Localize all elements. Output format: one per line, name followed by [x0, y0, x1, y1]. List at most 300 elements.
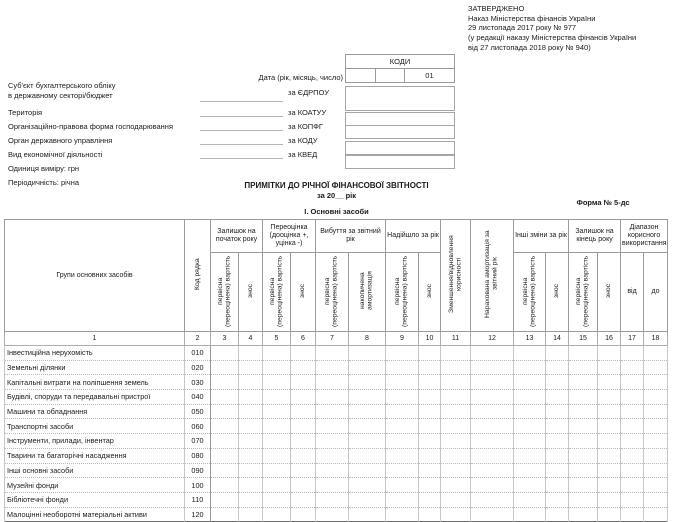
empty-data-cell[interactable]	[316, 360, 349, 375]
activity-field-blank[interactable]	[200, 149, 283, 159]
row-code: 030	[185, 375, 211, 390]
subheader-cost-text: первісна (переоцінена) вартість	[575, 254, 591, 327]
header-revaluation: Переоцінка (дооцінка +, уцінка -)	[263, 220, 316, 253]
empty-data-cell[interactable]	[239, 390, 263, 405]
empty-data-cell[interactable]	[514, 375, 546, 390]
codes-box	[345, 54, 455, 83]
empty-data-cell[interactable]	[349, 390, 386, 405]
empty-data-cell[interactable]	[546, 390, 569, 405]
header-disposal: Вибуття за звітний рік	[316, 220, 386, 253]
empty-data-cell[interactable]	[441, 434, 471, 449]
col-num: 18	[644, 332, 668, 346]
header-depreciation	[471, 220, 514, 332]
empty-data-cell[interactable]	[211, 360, 239, 375]
code-box-kodu[interactable]	[345, 141, 455, 155]
empty-data-cell[interactable]	[441, 404, 471, 419]
table-row	[5, 507, 668, 522]
row-code: 050	[185, 404, 211, 419]
col-num: 1	[5, 332, 185, 346]
row-label: Інші основні засоби	[5, 463, 185, 478]
empty-data-cell[interactable]	[598, 404, 621, 419]
code-box-edrpou[interactable]	[345, 86, 455, 111]
empty-data-cell[interactable]	[598, 360, 621, 375]
empty-data-cell[interactable]	[598, 390, 621, 405]
col-num: 13	[514, 332, 546, 346]
empty-data-cell[interactable]	[644, 404, 668, 419]
row-label: Бібліотечні фонди	[5, 492, 185, 507]
date-cell-year[interactable]	[346, 69, 376, 82]
col-num: 4	[239, 332, 263, 346]
empty-data-cell[interactable]	[621, 360, 644, 375]
subheader-wear-text: знос	[246, 283, 254, 298]
empty-data-cell[interactable]	[211, 346, 239, 361]
empty-data-cell[interactable]	[316, 375, 349, 390]
subheader-from: від	[621, 253, 644, 332]
col-num: 9	[386, 332, 419, 346]
empty-data-cell[interactable]	[386, 448, 419, 463]
empty-data-cell[interactable]	[291, 375, 316, 390]
empty-data-cell[interactable]	[514, 507, 546, 522]
empty-data-cell[interactable]	[569, 390, 598, 405]
empty-data-cell[interactable]	[621, 404, 644, 419]
empty-data-cell[interactable]	[546, 346, 569, 361]
empty-data-cell[interactable]	[263, 448, 291, 463]
empty-data-cell[interactable]	[514, 463, 546, 478]
code-name-edrpou: за ЄДРПОУ	[288, 88, 329, 97]
code-name-kopfg: за КОПФГ	[288, 122, 323, 131]
empty-data-cell[interactable]	[316, 463, 349, 478]
row-code: 110	[185, 492, 211, 507]
empty-data-cell[interactable]	[471, 375, 514, 390]
empty-data-cell[interactable]	[598, 463, 621, 478]
empty-data-cell[interactable]	[569, 492, 598, 507]
empty-data-cell[interactable]	[546, 375, 569, 390]
row-code: 070	[185, 434, 211, 449]
empty-data-cell[interactable]	[644, 448, 668, 463]
table-row	[5, 346, 668, 361]
empty-data-cell[interactable]	[386, 478, 419, 493]
col-num: 2	[185, 332, 211, 346]
empty-data-cell[interactable]	[598, 346, 621, 361]
subject-label-line1: Суб'єкт бухгалтерського обліку	[8, 81, 116, 90]
col-num: 7	[316, 332, 349, 346]
empty-data-cell[interactable]	[598, 375, 621, 390]
empty-data-cell[interactable]	[621, 463, 644, 478]
subheader-accum-depr-text: накопичена амортизація	[359, 271, 374, 310]
empty-data-cell[interactable]	[546, 492, 569, 507]
approved-line: ЗАТВЕРДЖЕНО	[468, 4, 525, 13]
empty-data-cell[interactable]	[441, 478, 471, 493]
date-cells-row	[345, 69, 455, 83]
empty-data-cell[interactable]	[621, 434, 644, 449]
subheader-cost-text: первісна (переоцінена) вартість	[324, 254, 339, 327]
empty-data-cell[interactable]	[263, 434, 291, 449]
empty-data-cell[interactable]	[263, 404, 291, 419]
subheader-wear	[291, 253, 316, 332]
empty-data-cell[interactable]	[569, 375, 598, 390]
empty-data-cell[interactable]	[514, 390, 546, 405]
row-label: Капітальні витрати на поліпшення земель	[5, 375, 185, 390]
empty-data-cell[interactable]	[239, 507, 263, 522]
empty-data-cell[interactable]	[644, 419, 668, 434]
empty-data-cell[interactable]	[514, 419, 546, 434]
empty-data-cell[interactable]	[291, 507, 316, 522]
subheader-cost-text: первісна (переоцінена) вартість	[394, 254, 409, 327]
empty-data-cell[interactable]	[644, 434, 668, 449]
table-row	[5, 478, 668, 493]
empty-data-cell[interactable]	[644, 346, 668, 361]
empty-data-cell[interactable]	[386, 419, 419, 434]
empty-data-cell[interactable]	[316, 346, 349, 361]
empty-data-cell[interactable]	[239, 404, 263, 419]
empty-data-cell[interactable]	[471, 448, 514, 463]
empty-data-cell[interactable]	[211, 404, 239, 419]
approved-line: Наказ Міністерства фінансів України	[468, 13, 596, 23]
empty-data-cell[interactable]	[316, 448, 349, 463]
empty-data-cell[interactable]	[349, 360, 386, 375]
subheader-cost	[569, 253, 598, 332]
col-num: 5	[263, 332, 291, 346]
empty-data-cell[interactable]	[419, 463, 441, 478]
empty-data-cell[interactable]	[349, 448, 386, 463]
date-cell-month[interactable]	[376, 69, 404, 82]
subheader-wear	[239, 253, 263, 332]
empty-data-cell[interactable]	[546, 463, 569, 478]
subheader-wear-text: знос	[553, 283, 561, 298]
kody-label: КОДИ	[345, 54, 455, 69]
empty-data-cell[interactable]	[546, 448, 569, 463]
row-code: 020	[185, 360, 211, 375]
approved-line: від 27 листопада 2018 року № 940)	[468, 42, 591, 52]
empty-data-cell[interactable]	[644, 375, 668, 390]
subject-field-blank[interactable]	[200, 92, 283, 102]
empty-data-cell[interactable]	[316, 478, 349, 493]
page-subtitle: за 20__ рік	[316, 191, 357, 200]
empty-data-cell[interactable]	[386, 390, 419, 405]
empty-data-cell[interactable]	[291, 390, 316, 405]
empty-data-cell[interactable]	[349, 375, 386, 390]
empty-data-cell[interactable]	[514, 478, 546, 493]
col-num: 11	[441, 332, 471, 346]
header-row-code	[185, 220, 211, 332]
empty-data-cell[interactable]	[211, 492, 239, 507]
table-row	[5, 390, 668, 405]
code-box-kopfg[interactable]	[345, 125, 455, 139]
approved-block	[468, 4, 636, 53]
subheader-accum-depr	[349, 253, 386, 332]
empty-data-cell[interactable]	[211, 390, 239, 405]
empty-data-cell[interactable]	[546, 507, 569, 522]
empty-data-cell[interactable]	[291, 346, 316, 361]
subheader-wear-text: знос	[299, 283, 307, 298]
row-code: 040	[185, 390, 211, 405]
empty-data-cell[interactable]	[211, 463, 239, 478]
empty-data-cell[interactable]	[291, 463, 316, 478]
row-code: 060	[185, 419, 211, 434]
code-box-kved[interactable]	[345, 155, 455, 169]
empty-data-cell[interactable]	[569, 463, 598, 478]
empty-data-cell[interactable]	[598, 478, 621, 493]
empty-data-cell[interactable]	[569, 404, 598, 419]
empty-data-cell[interactable]	[239, 360, 263, 375]
empty-data-cell[interactable]	[419, 507, 441, 522]
empty-data-cell[interactable]	[644, 492, 668, 507]
empty-data-cell[interactable]	[239, 463, 263, 478]
empty-data-cell[interactable]	[598, 419, 621, 434]
empty-data-cell[interactable]	[291, 478, 316, 493]
empty-data-cell[interactable]	[419, 390, 441, 405]
empty-data-cell[interactable]	[441, 492, 471, 507]
empty-data-cell[interactable]	[471, 419, 514, 434]
empty-data-cell[interactable]	[598, 507, 621, 522]
header-groups: Групи основних засобів	[5, 220, 185, 332]
empty-data-cell[interactable]	[316, 507, 349, 522]
empty-data-cell[interactable]	[471, 360, 514, 375]
table-row	[5, 419, 668, 434]
empty-data-cell[interactable]	[239, 375, 263, 390]
empty-data-cell[interactable]	[349, 507, 386, 522]
approved-line: (у редакції наказу Міністерства фінансів України	[468, 33, 637, 43]
subheader-cost-text: первісна (переоцінена) вартість	[216, 254, 232, 327]
empty-data-cell[interactable]	[316, 492, 349, 507]
empty-data-cell[interactable]	[419, 346, 441, 361]
empty-data-cell[interactable]	[514, 404, 546, 419]
empty-data-cell[interactable]	[291, 434, 316, 449]
col-num: 3	[211, 332, 239, 346]
empty-data-cell[interactable]	[471, 492, 514, 507]
row-label: Тварини та багаторічні насадження	[5, 448, 185, 463]
empty-data-cell[interactable]	[546, 478, 569, 493]
empty-data-cell[interactable]	[239, 419, 263, 434]
empty-data-cell[interactable]	[263, 419, 291, 434]
empty-data-cell[interactable]	[211, 419, 239, 434]
empty-data-cell[interactable]	[263, 492, 291, 507]
code-box-koatuu[interactable]	[345, 112, 455, 126]
period-label: Періодичність: річна	[8, 178, 80, 187]
row-code: 010	[185, 346, 211, 361]
empty-data-cell[interactable]	[441, 507, 471, 522]
empty-data-cell[interactable]	[349, 463, 386, 478]
empty-data-cell[interactable]	[471, 478, 514, 493]
empty-data-cell[interactable]	[598, 492, 621, 507]
empty-data-cell[interactable]	[386, 507, 419, 522]
empty-data-cell[interactable]	[386, 375, 419, 390]
empty-data-cell[interactable]	[441, 463, 471, 478]
empty-data-cell[interactable]	[386, 404, 419, 419]
empty-data-cell[interactable]	[471, 346, 514, 361]
row-label: Музейні фонди	[5, 478, 185, 493]
empty-data-cell[interactable]	[263, 478, 291, 493]
empty-data-cell[interactable]	[441, 346, 471, 361]
territory-field-blank[interactable]	[200, 107, 283, 117]
empty-data-cell[interactable]	[349, 404, 386, 419]
empty-data-cell[interactable]	[441, 375, 471, 390]
empty-data-cell[interactable]	[291, 492, 316, 507]
col-num: 8	[349, 332, 386, 346]
empty-data-cell[interactable]	[349, 434, 386, 449]
empty-data-cell[interactable]	[471, 434, 514, 449]
row-label: Інструменти, прилади, інвентар	[5, 434, 185, 449]
empty-data-cell[interactable]	[239, 434, 263, 449]
empty-data-cell[interactable]	[386, 434, 419, 449]
col-num: 6	[291, 332, 316, 346]
table-row	[5, 463, 668, 478]
empty-data-cell[interactable]	[621, 448, 644, 463]
empty-data-cell[interactable]	[349, 346, 386, 361]
empty-data-cell[interactable]	[349, 478, 386, 493]
empty-data-cell[interactable]	[316, 419, 349, 434]
empty-data-cell[interactable]	[349, 419, 386, 434]
empty-data-cell[interactable]	[419, 448, 441, 463]
empty-data-cell[interactable]	[569, 360, 598, 375]
empty-data-cell[interactable]	[546, 434, 569, 449]
legal-form-field-blank[interactable]	[200, 121, 283, 131]
table-row	[5, 434, 668, 449]
empty-data-cell[interactable]	[471, 390, 514, 405]
empty-data-cell[interactable]	[621, 419, 644, 434]
row-label: Інвестиційна нерухомість	[5, 346, 185, 361]
empty-data-cell[interactable]	[546, 404, 569, 419]
empty-data-cell[interactable]	[239, 346, 263, 361]
subheader-wear	[419, 253, 441, 332]
empty-data-cell[interactable]	[386, 346, 419, 361]
empty-data-cell[interactable]	[569, 478, 598, 493]
header-impairment	[441, 220, 471, 332]
empty-data-cell[interactable]	[211, 434, 239, 449]
empty-data-cell[interactable]	[546, 419, 569, 434]
empty-data-cell[interactable]	[263, 507, 291, 522]
code-name-kodu: за КОДУ	[288, 136, 318, 145]
empty-data-cell[interactable]	[211, 507, 239, 522]
empty-data-cell[interactable]	[211, 375, 239, 390]
row-label: Машини та обладнання	[5, 404, 185, 419]
empty-data-cell[interactable]	[419, 434, 441, 449]
empty-data-cell[interactable]	[211, 448, 239, 463]
empty-data-cell[interactable]	[644, 360, 668, 375]
empty-data-cell[interactable]	[514, 448, 546, 463]
empty-data-cell[interactable]	[316, 404, 349, 419]
empty-data-cell[interactable]	[263, 360, 291, 375]
empty-data-cell[interactable]	[569, 507, 598, 522]
empty-data-cell[interactable]	[514, 360, 546, 375]
empty-data-cell[interactable]	[239, 448, 263, 463]
empty-data-cell[interactable]	[419, 375, 441, 390]
row-label: Малоцінні необоротні матеріальні активи	[5, 507, 185, 522]
empty-data-cell[interactable]	[471, 507, 514, 522]
row-label: Будівлі, споруди та передавальні пристрої	[5, 390, 185, 405]
subheader-cost	[211, 253, 239, 332]
col-num: 16	[598, 332, 621, 346]
header-other-changes: Інші зміни за рік	[514, 220, 569, 253]
empty-data-cell[interactable]	[316, 434, 349, 449]
empty-data-cell[interactable]	[349, 492, 386, 507]
empty-data-cell[interactable]	[644, 463, 668, 478]
empty-data-cell[interactable]	[263, 463, 291, 478]
empty-data-cell[interactable]	[419, 360, 441, 375]
empty-data-cell[interactable]	[419, 492, 441, 507]
empty-data-cell[interactable]	[569, 434, 598, 449]
empty-data-cell[interactable]	[239, 492, 263, 507]
empty-data-cell[interactable]	[621, 375, 644, 390]
empty-data-cell[interactable]	[514, 434, 546, 449]
empty-data-cell[interactable]	[441, 390, 471, 405]
empty-data-cell[interactable]	[316, 390, 349, 405]
territory-label: Територія	[8, 108, 43, 117]
activity-label: Вид економічної діяльності	[8, 150, 103, 159]
empty-data-cell[interactable]	[514, 492, 546, 507]
empty-data-cell[interactable]	[441, 360, 471, 375]
empty-data-cell[interactable]	[291, 419, 316, 434]
unit-label: Одиниця виміру: грн	[8, 164, 80, 173]
empty-data-cell[interactable]	[569, 448, 598, 463]
empty-data-cell[interactable]	[621, 507, 644, 522]
empty-data-cell[interactable]	[598, 448, 621, 463]
empty-data-cell[interactable]	[263, 375, 291, 390]
empty-data-cell[interactable]	[386, 360, 419, 375]
subheader-wear	[546, 253, 569, 332]
empty-data-cell[interactable]	[621, 492, 644, 507]
empty-data-cell[interactable]	[263, 346, 291, 361]
empty-data-cell[interactable]	[514, 346, 546, 361]
empty-data-cell[interactable]	[644, 478, 668, 493]
empty-data-cell[interactable]	[263, 390, 291, 405]
empty-data-cell[interactable]	[441, 419, 471, 434]
code-name-kved: за КВЕД	[288, 150, 318, 159]
empty-data-cell[interactable]	[621, 390, 644, 405]
empty-data-cell[interactable]	[291, 404, 316, 419]
row-label: Транспортні засоби	[5, 419, 185, 434]
empty-data-cell[interactable]	[546, 360, 569, 375]
empty-data-cell[interactable]	[471, 404, 514, 419]
subheader-cost	[316, 253, 349, 332]
row-code: 080	[185, 448, 211, 463]
table-row	[5, 375, 668, 390]
empty-data-cell[interactable]	[644, 507, 668, 522]
empty-data-cell[interactable]	[441, 448, 471, 463]
table-row	[5, 448, 668, 463]
table-row	[5, 360, 668, 375]
empty-data-cell[interactable]	[386, 492, 419, 507]
date-label: Дата (рік, місяць, число)	[258, 73, 343, 82]
subheader-cost	[263, 253, 291, 332]
row-label: Земельні ділянки	[5, 360, 185, 375]
header-impairment-text: Зменшення/відновлення корисності	[447, 235, 463, 313]
empty-data-cell[interactable]	[569, 346, 598, 361]
empty-data-cell[interactable]	[211, 478, 239, 493]
header-row-code-text: Код рядка	[193, 258, 201, 290]
col-num: 14	[546, 332, 569, 346]
subheader-wear-text: знос	[425, 283, 433, 298]
empty-data-cell[interactable]	[471, 463, 514, 478]
empty-data-cell[interactable]	[386, 463, 419, 478]
empty-data-cell[interactable]	[569, 419, 598, 434]
empty-data-cell[interactable]	[621, 346, 644, 361]
empty-data-cell[interactable]	[239, 478, 263, 493]
empty-data-cell[interactable]	[621, 478, 644, 493]
table-row	[5, 404, 668, 419]
subheader-cost-text: первісна (переоцінена) вартість	[521, 254, 537, 327]
state-body-field-blank[interactable]	[200, 135, 283, 145]
empty-data-cell[interactable]	[419, 404, 441, 419]
empty-data-cell[interactable]	[291, 360, 316, 375]
empty-data-cell[interactable]	[291, 448, 316, 463]
empty-data-cell[interactable]	[419, 419, 441, 434]
empty-data-cell[interactable]	[644, 390, 668, 405]
subheader-cost	[386, 253, 419, 332]
empty-data-cell[interactable]	[419, 478, 441, 493]
empty-data-cell[interactable]	[598, 434, 621, 449]
col-num: 12	[471, 332, 514, 346]
